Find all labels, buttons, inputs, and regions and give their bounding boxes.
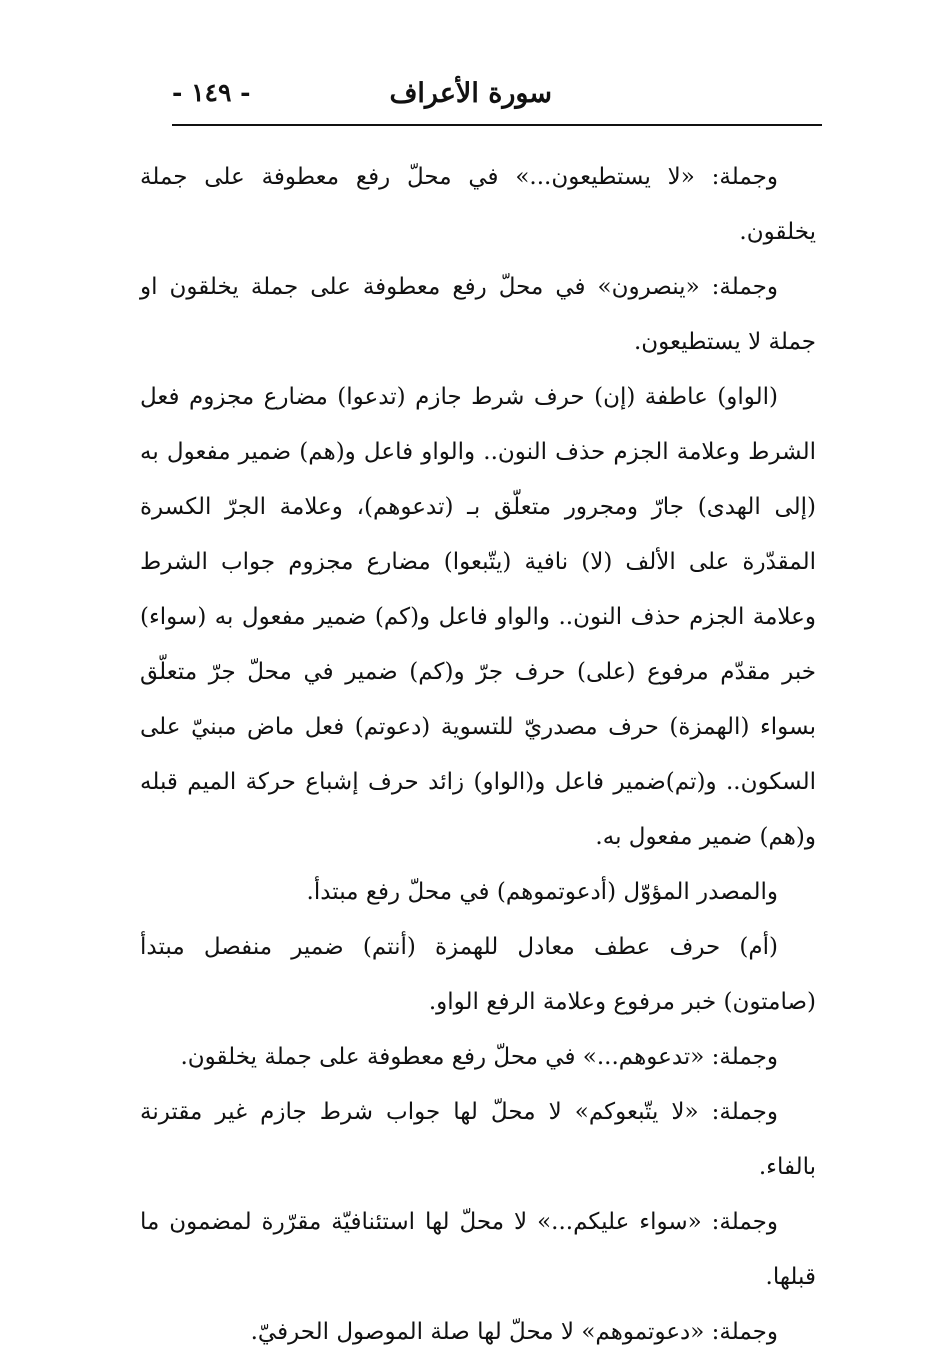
page-header — [172, 70, 822, 122]
page-body — [140, 150, 816, 1360]
paragraph-2: وجملة: «ينصرون» في محلّ رفع معطوفة على جملة يخلقون او جملة لا يستطيعون. — [140, 274, 816, 355]
surah-title: سورة الأعراف — [389, 78, 552, 109]
paragraph-1: وجملة: «لا يستطيعون...» في محلّ رفع معطوفة على جملة يخلقون. — [140, 164, 816, 245]
paragraph-9: وجملة: «دعوتموهم» لا محلّ لها صلة الموصول الحرفيّ. — [250, 1319, 778, 1345]
paragraph-4: والمصدر المؤوّل (أدعوتموهم) في محلّ رفع مبتدأ. — [306, 879, 778, 905]
paragraph-8: وجملة: «سواء عليكم...» لا محلّ لها استئنافيّة مقرّرة لمضمون ما قبلها. — [140, 1209, 816, 1290]
header-divider — [172, 124, 822, 126]
page-number: - ١٤٩ - — [172, 78, 251, 107]
paragraph-6: وجملة: «تدعوهم...» في محلّ رفع معطوفة على جملة يخلقون. — [180, 1044, 778, 1070]
paragraph-3: (الواو) عاطفة (إن) حرف شرط جازم (تدعوا) مضارع مجزوم فعل الشرط وعلامة الجزم حذف النون.. والواو فاعل و(هم) ضمير مفعول به (إلى الهدى) جارّ ومجرور متعلّق بـ (تدعوهم)، وعلامة الجرّ الكسرة المقدّرة على الألف (لا) نافية (يتّبعوا) مضارع مجزوم جواب الشرط وعلامة الجزم حذف النون.. والواو فاعل و(كم) ضمير مفعول به (سواء) خبر مقدّم مرفوع (على) حرف جرّ و(كم) ضمير في محلّ جرّ متعلّق بسواء (الهمزة) حرف مصدريّ للتسوية (دعوتم) فعل ماض مبنيّ على السكون.. و(تم)ضمير فاعل و(الواو) زائد حرف إشباع حركة الميم قبله و(هم) ضمير مفعول به. — [140, 384, 816, 850]
paragraph-7: وجملة: «لا يتّبعوكم» لا محلّ لها جواب شرط جازم غير مقترنة بالفاء. — [140, 1099, 816, 1180]
paragraph-5: (أم) حرف عطف معادل للهمزة (أنتم) ضمير منفصل مبتدأ (صامتون) خبر مرفوع وعلامة الرفع الواو. — [140, 934, 816, 1015]
